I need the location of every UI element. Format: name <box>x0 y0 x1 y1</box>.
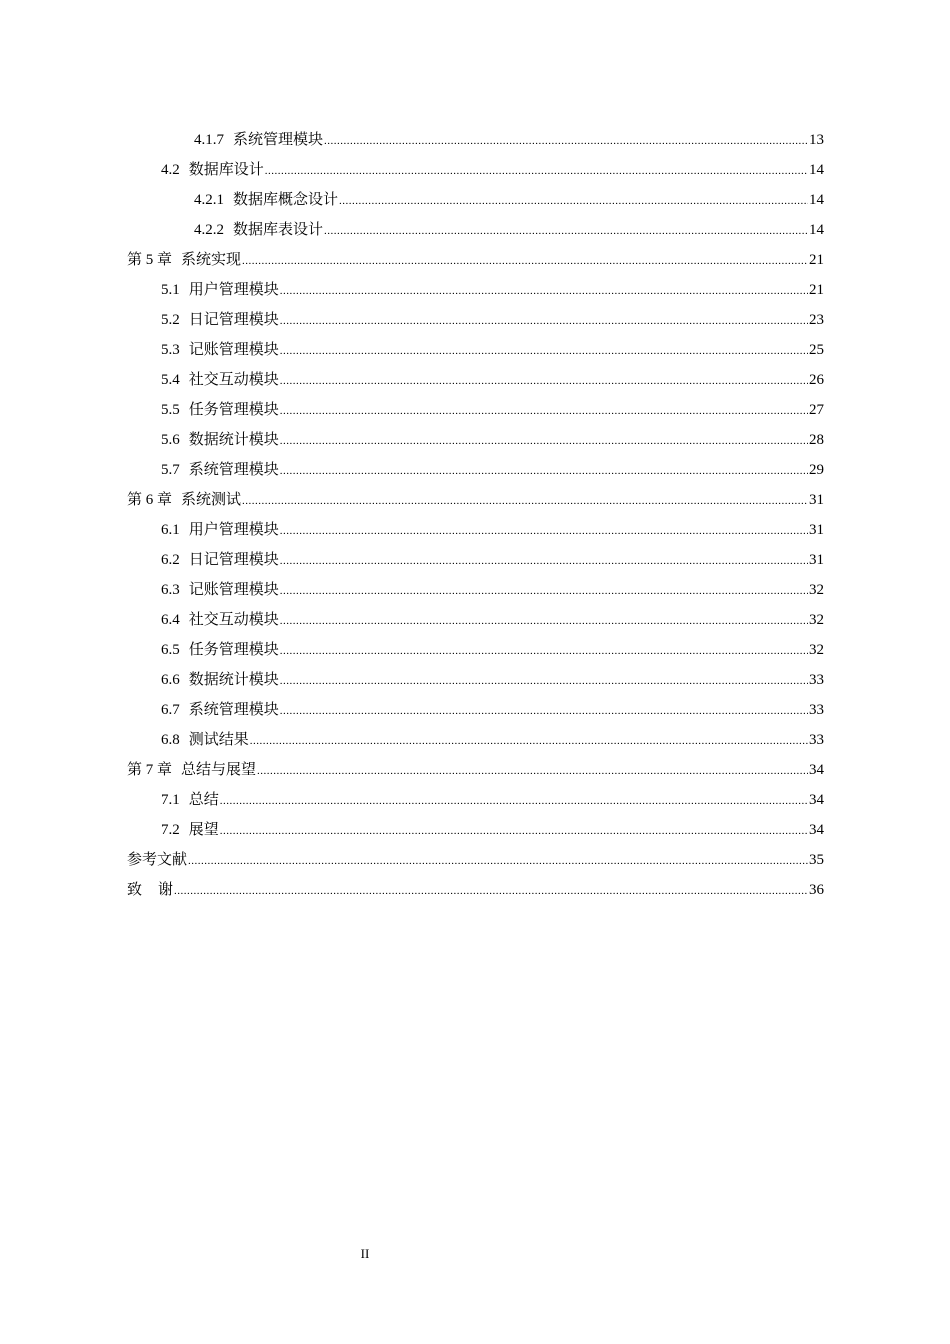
toc-entry-number: 5.3 <box>161 342 180 358</box>
toc-dot-leader <box>220 816 808 846</box>
toc-entry-page: 14 <box>809 222 824 238</box>
toc-entry-number: 5.7 <box>161 462 180 478</box>
toc-entry[interactable] <box>127 335 824 365</box>
toc-entry[interactable] <box>127 395 824 425</box>
toc-entry-title: 社交互动模块 <box>188 612 279 628</box>
toc-dot-leader <box>280 426 808 456</box>
toc-entry[interactable] <box>127 575 824 605</box>
toc-entry[interactable] <box>127 125 824 155</box>
toc-entry-title: 系统管理模块 <box>233 132 324 148</box>
toc-entry-title: 致谢 <box>127 882 190 898</box>
toc-entry[interactable] <box>127 755 824 785</box>
toc-entry-number: 4.1.7 <box>194 132 224 148</box>
toc-entry-number: 5.4 <box>161 372 180 388</box>
toc-dot-leader <box>324 216 808 246</box>
page-number: II <box>360 1246 370 1261</box>
toc-entry[interactable] <box>127 155 824 185</box>
toc-entry-number: 6.2 <box>161 552 180 568</box>
table-of-contents <box>127 125 824 905</box>
toc-dot-leader <box>188 846 808 876</box>
toc-entry[interactable] <box>127 605 824 635</box>
toc-dot-leader <box>280 306 808 336</box>
toc-entry-title: 测试结果 <box>188 732 249 748</box>
toc-entry-title: 日记管理模块 <box>188 312 279 328</box>
toc-entry-page: 26 <box>809 372 824 388</box>
toc-entry-number: 7.1 <box>161 792 180 808</box>
toc-entry-page: 21 <box>809 282 824 298</box>
toc-dot-leader <box>280 576 808 606</box>
toc-entry-number: 5.1 <box>161 282 180 298</box>
toc-entry-page: 13 <box>809 132 824 148</box>
toc-entry[interactable] <box>127 635 824 665</box>
toc-entry[interactable] <box>127 215 824 245</box>
toc-entry-page: 14 <box>809 192 824 208</box>
toc-entry-page: 28 <box>809 432 824 448</box>
toc-entry-number: 6.1 <box>161 522 180 538</box>
toc-dot-leader <box>280 276 808 306</box>
toc-entry-title: 记账管理模块 <box>188 582 279 598</box>
toc-entry-number: 第 5 章 <box>127 252 173 268</box>
toc-entry-page: 29 <box>809 462 824 478</box>
toc-entry-page: 36 <box>809 882 824 898</box>
toc-entry-number: 5.5 <box>161 402 180 418</box>
toc-entry-title: 参考文献 <box>127 852 188 868</box>
toc-entry-title: 任务管理模块 <box>188 402 279 418</box>
toc-entry-title: 用户管理模块 <box>188 522 279 538</box>
toc-entry[interactable] <box>127 665 824 695</box>
toc-dot-leader <box>280 666 808 696</box>
toc-dot-leader <box>280 636 808 666</box>
toc-entry-page: 31 <box>809 552 824 568</box>
toc-entry-page: 33 <box>809 672 824 688</box>
toc-entry-page: 35 <box>809 852 824 868</box>
toc-entry-page: 33 <box>809 732 824 748</box>
toc-entry-title: 任务管理模块 <box>188 642 279 658</box>
toc-dot-leader <box>339 186 808 216</box>
toc-entry[interactable] <box>127 185 824 215</box>
toc-dot-leader <box>280 516 808 546</box>
toc-entry-number: 4.2 <box>161 162 180 178</box>
toc-entry-title: 数据库概念设计 <box>233 192 339 208</box>
toc-entry[interactable] <box>127 275 824 305</box>
toc-entry-title: 系统测试 <box>181 492 242 508</box>
toc-entry[interactable] <box>127 785 824 815</box>
toc-dot-leader <box>242 486 808 516</box>
toc-entry-number: 7.2 <box>161 822 180 838</box>
toc-entry-title: 用户管理模块 <box>188 282 279 298</box>
toc-entry[interactable] <box>127 545 824 575</box>
toc-entry-page: 32 <box>809 612 824 628</box>
toc-dot-leader <box>280 696 808 726</box>
toc-entry-page: 27 <box>809 402 824 418</box>
toc-entry-number: 6.7 <box>161 702 180 718</box>
toc-entry-number: 4.2.2 <box>194 222 224 238</box>
toc-dot-leader <box>265 156 808 186</box>
toc-entry-page: 25 <box>809 342 824 358</box>
toc-entry-number: 5.2 <box>161 312 180 328</box>
toc-entry[interactable] <box>127 875 824 905</box>
toc-entry[interactable] <box>127 365 824 395</box>
toc-entry-title: 日记管理模块 <box>188 552 279 568</box>
toc-entry[interactable] <box>127 815 824 845</box>
toc-dot-leader <box>174 876 808 906</box>
toc-entry-page: 32 <box>809 642 824 658</box>
toc-entry-number: 5.6 <box>161 432 180 448</box>
toc-entry-number: 第 7 章 <box>127 762 173 778</box>
toc-dot-leader <box>220 786 808 816</box>
toc-entry-title: 记账管理模块 <box>188 342 279 358</box>
toc-entry-number: 6.5 <box>161 642 180 658</box>
toc-entry[interactable] <box>127 695 824 725</box>
toc-entry-page: 33 <box>809 702 824 718</box>
toc-entry-title: 数据库设计 <box>188 162 264 178</box>
toc-entry-title: 总结 <box>188 792 219 808</box>
toc-entry-page: 34 <box>809 762 824 778</box>
toc-entry-number: 6.8 <box>161 732 180 748</box>
toc-dot-leader <box>250 726 808 756</box>
toc-entry-title: 展望 <box>188 822 219 838</box>
toc-entry-number: 第 6 章 <box>127 492 173 508</box>
toc-entry-number: 4.2.1 <box>194 192 224 208</box>
toc-entry-number: 6.4 <box>161 612 180 628</box>
toc-entry[interactable] <box>127 455 824 485</box>
toc-entry-title: 数据统计模块 <box>188 672 279 688</box>
toc-entry-page: 23 <box>809 312 824 328</box>
toc-entry-title: 系统管理模块 <box>188 702 279 718</box>
toc-dot-leader <box>324 126 808 156</box>
toc-dot-leader <box>280 366 808 396</box>
toc-entry-page: 21 <box>809 252 824 268</box>
toc-entry-title: 系统管理模块 <box>188 462 279 478</box>
toc-entry-number: 6.6 <box>161 672 180 688</box>
toc-dot-leader <box>242 246 808 276</box>
toc-entry-page: 31 <box>809 522 824 538</box>
toc-entry[interactable] <box>127 845 824 875</box>
toc-dot-leader <box>280 336 808 366</box>
toc-entry-number: 6.3 <box>161 582 180 598</box>
toc-entry-page: 32 <box>809 582 824 598</box>
toc-dot-leader <box>257 756 808 786</box>
toc-entry-title: 数据库表设计 <box>233 222 324 238</box>
toc-entry-page: 34 <box>809 822 824 838</box>
toc-entry-page: 14 <box>809 162 824 178</box>
toc-entry-page: 31 <box>809 492 824 508</box>
toc-entry-page: 34 <box>809 792 824 808</box>
toc-entry-title: 系统实现 <box>181 252 242 268</box>
toc-dot-leader <box>280 396 808 426</box>
toc-entry[interactable] <box>127 305 824 335</box>
toc-entry[interactable] <box>127 515 824 545</box>
toc-entry-title: 总结与展望 <box>181 762 257 778</box>
toc-entry[interactable] <box>127 425 824 455</box>
toc-entry-title: 数据统计模块 <box>188 432 279 448</box>
toc-dot-leader <box>280 546 808 576</box>
toc-dot-leader <box>280 456 808 486</box>
toc-entry[interactable] <box>127 245 824 275</box>
toc-entry[interactable] <box>127 485 824 515</box>
toc-dot-leader <box>280 606 808 636</box>
toc-entry-title: 社交互动模块 <box>188 372 279 388</box>
toc-entry[interactable] <box>127 725 824 755</box>
